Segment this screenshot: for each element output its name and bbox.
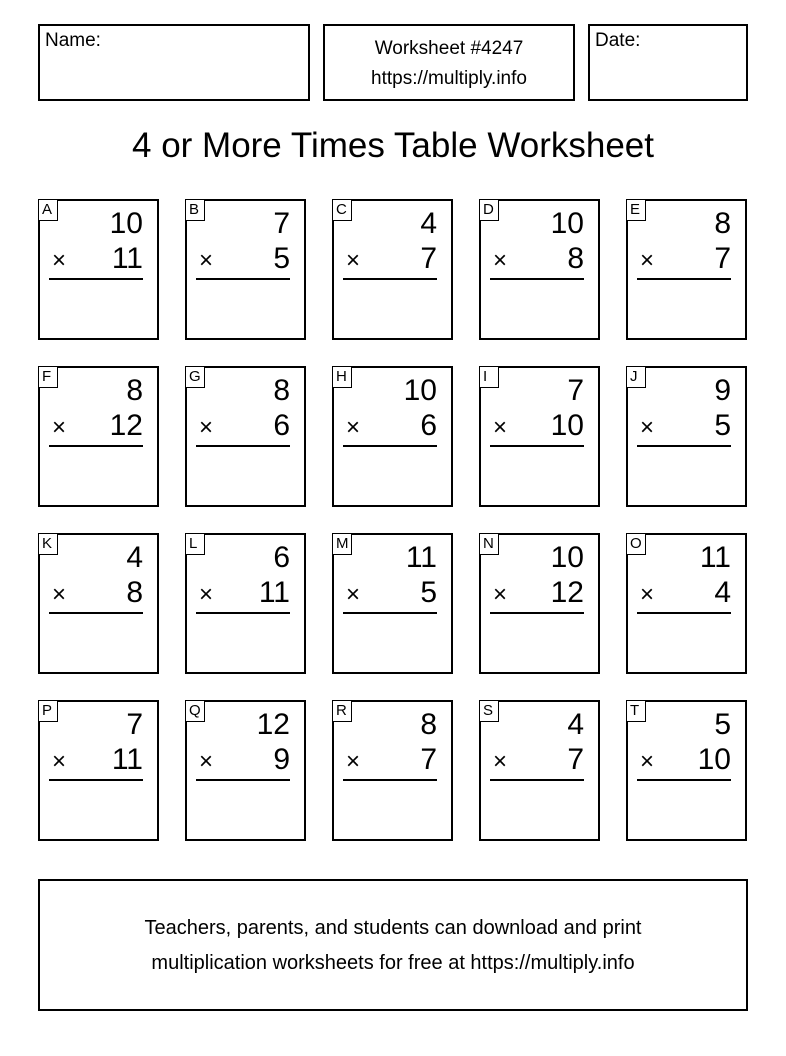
problem-letter: K <box>38 533 58 555</box>
problem-card <box>479 199 600 340</box>
problem-card <box>479 533 600 674</box>
problem-top-number: 6 <box>273 541 290 574</box>
problem-top-number: 11 <box>699 541 731 574</box>
date-label: Date: <box>595 30 641 51</box>
multiply-sign: × <box>199 581 214 608</box>
problem-letter: G <box>185 366 205 388</box>
answer-line <box>637 445 731 447</box>
answer-line <box>196 445 290 447</box>
problem-card <box>626 700 747 841</box>
worksheet-info-box <box>323 24 575 101</box>
problem-bottom-number: 10 <box>697 743 731 776</box>
problem-top-number: 12 <box>256 708 290 741</box>
problem-bottom-number: 8 <box>567 242 584 275</box>
answer-line <box>490 779 584 781</box>
problem-letter: A <box>38 199 58 221</box>
problem-card <box>38 199 159 340</box>
problem-card <box>185 700 306 841</box>
answer-line <box>196 779 290 781</box>
problem-top-number: 4 <box>567 708 584 741</box>
problem-card <box>332 700 453 841</box>
problem-top-number: 8 <box>420 708 437 741</box>
worksheet-url: https://multiply.info <box>371 68 527 89</box>
multiply-sign: × <box>346 247 361 274</box>
multiply-sign: × <box>640 247 655 274</box>
problem-letter: M <box>332 533 352 555</box>
multiply-sign: × <box>199 748 214 775</box>
answer-line <box>49 612 143 614</box>
problem-card <box>626 199 747 340</box>
problem-top-number: 5 <box>714 708 731 741</box>
problem-card <box>332 199 453 340</box>
problem-bottom-number: 7 <box>420 743 437 776</box>
problem-bottom-number: 5 <box>420 576 437 609</box>
problem-card <box>38 366 159 507</box>
problem-bottom-number: 11 <box>111 242 143 275</box>
problem-bottom-number: 11 <box>258 576 290 609</box>
multiply-sign: × <box>199 414 214 441</box>
problem-letter: P <box>38 700 58 722</box>
problem-top-number: 7 <box>273 207 290 240</box>
problem-letter: H <box>332 366 352 388</box>
multiply-sign: × <box>493 748 508 775</box>
answer-line <box>637 612 731 614</box>
answer-line <box>637 779 731 781</box>
problem-top-number: 10 <box>109 207 143 240</box>
problem-top-number: 4 <box>126 541 143 574</box>
multiply-sign: × <box>346 414 361 441</box>
answer-line <box>196 278 290 280</box>
multiply-sign: × <box>52 581 67 608</box>
answer-line <box>196 612 290 614</box>
problem-bottom-number: 7 <box>567 743 584 776</box>
problem-bottom-number: 5 <box>273 242 290 275</box>
problem-letter: R <box>332 700 352 722</box>
answer-line <box>343 278 437 280</box>
problem-top-number: 11 <box>405 541 437 574</box>
problem-card <box>479 700 600 841</box>
multiply-sign: × <box>346 581 361 608</box>
problem-card <box>479 366 600 507</box>
problem-bottom-number: 6 <box>420 409 437 442</box>
multiply-sign: × <box>199 247 214 274</box>
problem-bottom-number: 4 <box>714 576 731 609</box>
problem-card <box>38 533 159 674</box>
problem-bottom-number: 12 <box>550 576 584 609</box>
problem-letter: B <box>185 199 205 221</box>
answer-line <box>343 445 437 447</box>
multiply-sign: × <box>52 247 67 274</box>
problem-top-number: 10 <box>550 207 584 240</box>
multiply-sign: × <box>346 748 361 775</box>
answer-line <box>343 612 437 614</box>
answer-line <box>490 612 584 614</box>
page-title: 4 or More Times Table Worksheet <box>132 126 654 165</box>
multiply-sign: × <box>493 581 508 608</box>
problem-bottom-number: 11 <box>111 743 143 776</box>
problem-letter: F <box>38 366 58 388</box>
problem-bottom-number: 9 <box>273 743 290 776</box>
problem-letter: E <box>626 199 646 221</box>
problem-letter: C <box>332 199 352 221</box>
problem-card <box>332 366 453 507</box>
problem-bottom-number: 10 <box>550 409 584 442</box>
problem-bottom-number: 8 <box>126 576 143 609</box>
answer-line <box>637 278 731 280</box>
problem-card <box>626 366 747 507</box>
problem-letter: J <box>626 366 646 388</box>
problem-top-number: 8 <box>126 374 143 407</box>
problem-top-number: 8 <box>714 207 731 240</box>
problem-card <box>38 700 159 841</box>
date-field[interactable] <box>588 24 748 101</box>
problem-card <box>626 533 747 674</box>
problem-top-number: 8 <box>273 374 290 407</box>
problem-top-number: 7 <box>567 374 584 407</box>
problem-top-number: 4 <box>420 207 437 240</box>
problem-letter: Q <box>185 700 205 722</box>
problem-card <box>185 533 306 674</box>
footer-line-2: multiplication worksheets for free at https://multiply.info <box>151 952 635 974</box>
problem-bottom-number: 5 <box>714 409 731 442</box>
problem-bottom-number: 7 <box>420 242 437 275</box>
answer-line <box>490 278 584 280</box>
problem-top-number: 7 <box>126 708 143 741</box>
name-label: Name: <box>45 30 101 51</box>
problem-top-number: 10 <box>403 374 437 407</box>
problem-card <box>185 199 306 340</box>
problem-letter: N <box>479 533 499 555</box>
problem-bottom-number: 7 <box>714 242 731 275</box>
problem-bottom-number: 12 <box>109 409 143 442</box>
multiply-sign: × <box>640 581 655 608</box>
answer-line <box>49 445 143 447</box>
problem-top-number: 10 <box>550 541 584 574</box>
problem-top-number: 9 <box>714 374 731 407</box>
answer-line <box>490 445 584 447</box>
footer-line-1: Teachers, parents, and students can download and print <box>144 917 642 939</box>
problem-letter: O <box>626 533 646 555</box>
worksheet-number: Worksheet #4247 <box>374 38 524 59</box>
problem-letter: T <box>626 700 646 722</box>
multiply-sign: × <box>493 247 508 274</box>
multiply-sign: × <box>493 414 508 441</box>
multiply-sign: × <box>640 414 655 441</box>
problem-letter: D <box>479 199 499 221</box>
name-field[interactable] <box>38 24 310 101</box>
problem-card <box>185 366 306 507</box>
problem-letter: S <box>479 700 499 722</box>
answer-line <box>49 779 143 781</box>
multiply-sign: × <box>640 748 655 775</box>
problem-letter: I <box>479 366 499 388</box>
problem-letter: L <box>185 533 205 555</box>
footer-box <box>38 879 748 1011</box>
answer-line <box>49 278 143 280</box>
problem-card <box>332 533 453 674</box>
answer-line <box>343 779 437 781</box>
multiply-sign: × <box>52 748 67 775</box>
multiply-sign: × <box>52 414 67 441</box>
problem-bottom-number: 6 <box>273 409 290 442</box>
